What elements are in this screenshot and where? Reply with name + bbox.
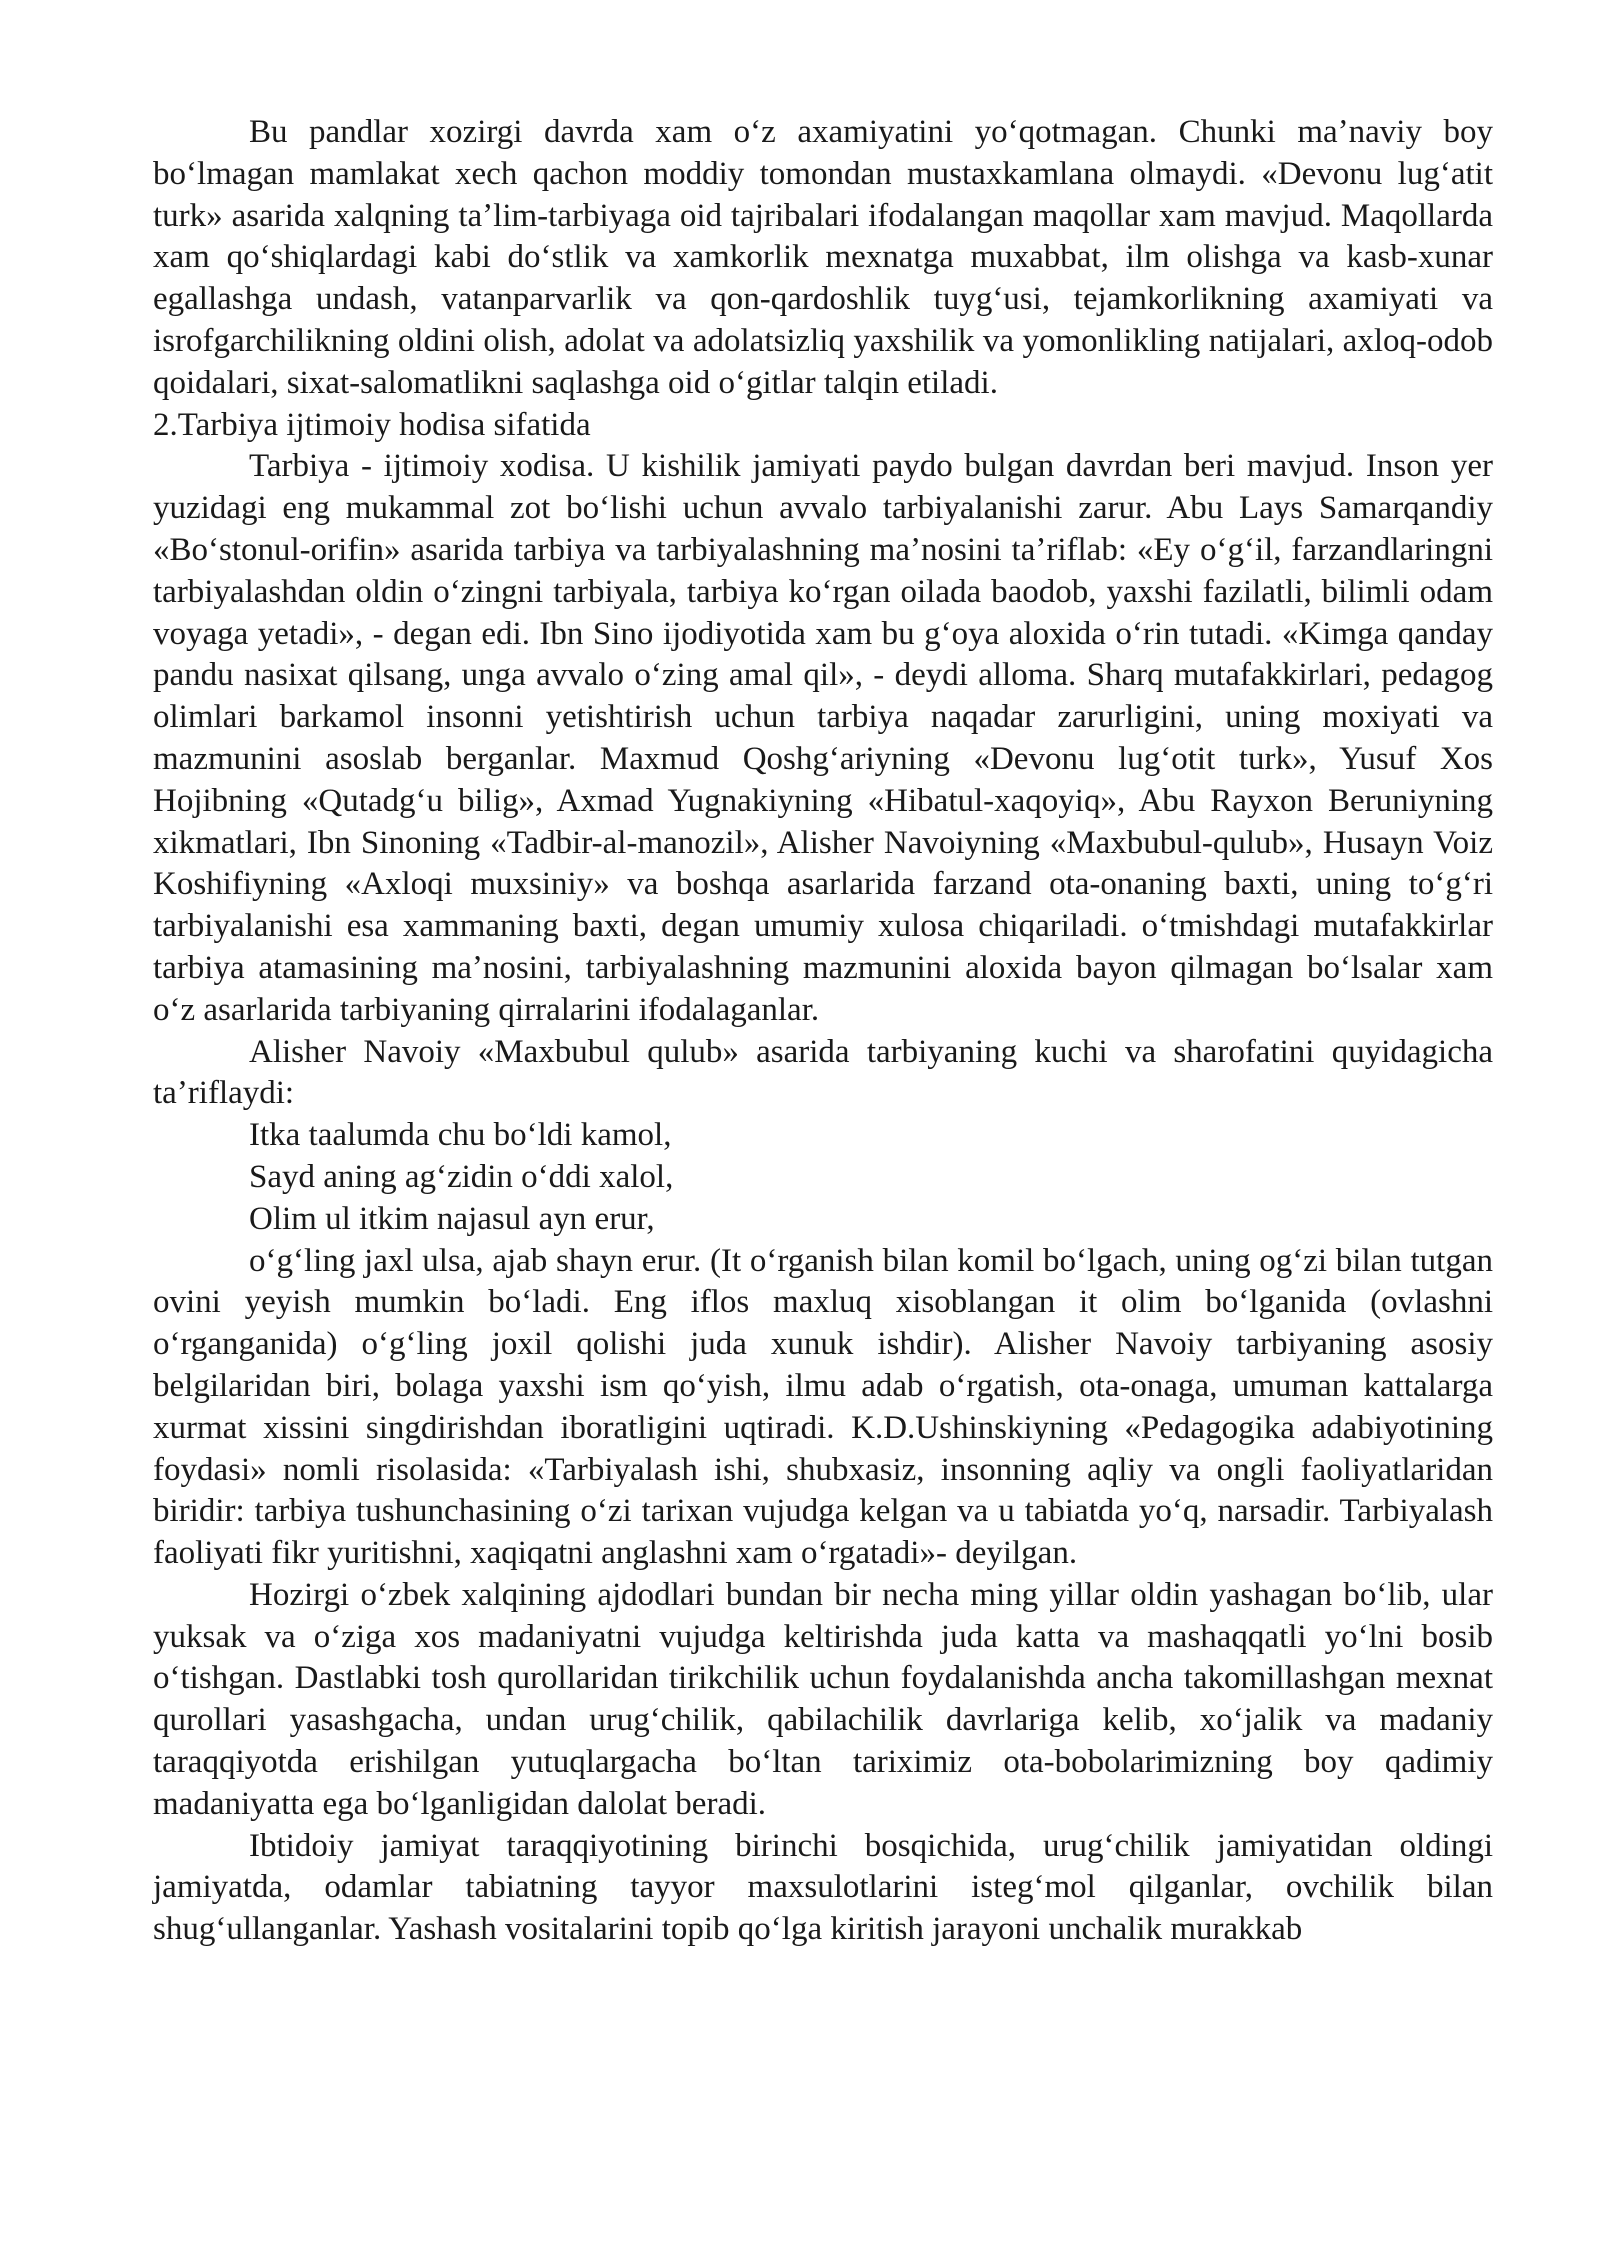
paragraph-pandlar: Bu pandlar xozirgi davrda xam oʻz axamiyatini yoʻqotmagan. Chunki maʼnaviy boy boʻlmagan mamlakat xech qachon moddiy tomondan mustaxkamlana olmaydi. «Devonu lugʻatit turk» asarida xalqning taʼlim-tarbiyaga oid tajribalari ifodalangan maqollar xam mavjud. Maqollarda xam qoʻshiqlardagi kabi doʻstlik va xamkorlik mexnatga muxabbat, ilm olishga va kasb-xunar egallashga undash, vatanparvarlik va qon-qardoshlik tuygʻusi, tejamkorlikning axamiyati va isrofgarchilikning oldini olish, adolat va adolatsizliq yaxshilik va yomonlikling natijalari, axloq-odob qoidalari, sixat-salomatlikni saqlashga oid oʻgitlar talqin etiladi. <box>153 114 1493 401</box>
paragraph-ajdodlar: Hozirgi oʻzbek xalqining ajdodlari bundan bir necha ming yillar oldin yashagan boʻlib, ular yuksak va oʻziga xos madaniyatni vujudga keltirishda juda katta va mashaqqatli yoʻlni bosib oʻtishgan. Dastlabki tosh qurollaridan tirikchilik uchun foydalanishda ancha takomillashgan mexnat qurollari yasashgacha, undan urugʻchilik, qabilachilik davrlariga kelib, xoʻjalik va madaniy taraqqiyotda erishilgan yutuqlargacha boʻltan tariximiz ota-bobolarimizning boy qadimiy madaniyatta ega boʻlganligidan dalolat beradi. <box>153 1576 1493 1822</box>
verse-line-2: Sayd aning agʻzidin oʻddi xalol, <box>249 1158 674 1195</box>
verse-line-3: Olim ul itkim najasul ayn erur, <box>249 1200 655 1237</box>
section-heading: 2.Tarbiya ijtimoiy hodisa sifatida <box>153 406 591 443</box>
document-page <box>153 112 1493 1951</box>
verse-line-1: Itka taalumda chu boʻldi kamol, <box>249 1117 672 1154</box>
paragraph-tarbiya-ijtimoiy: Tarbiya - ijtimoiy xodisa. U kishilik jamiyati paydo bulgan davrdan beri mavjud. Inson yer yuzidagi eng mukammal zot boʻlishi uchun avvalo tarbiyalanishi zarur. Abu Lays Samarqandiy «Boʻstonul-orifin» asarida tarbiya va tarbiyalashning maʼnosini taʼriflab: «Ey oʻgʻil, farzandlaringni tarbiyalashdan oldin oʻzingni tarbiyala, tarbiya koʻrgan oilada baodob, yaxshi fazilatli, bilimli odam voyaga yetadi», - degan edi. Ibn Sino ijodiyotida xam bu gʻoya aloxida oʻrin tutadi. «Kimga qanday pandu nasixat qilsang, unga avvalo oʻzing amal qil», - deydi alloma. Sharq mutafakkirlari, pedagog olimlari barkamol insonni yetishtirish uchun tarbiya naqadar zarurligini, uning moxiyati va mazmunini asoslab berganlar. Maxmud Qoshgʻariyning «Devonu lugʻotit turk», Yusuf Xos Hojibning «Qutadgʻu bilig», Axmad Yugnakiyning «Hibatul-xaqoyiq», Abu Rayxon Beruniyning xikmatlari, Ibn Sinoning «Tadbir-al-manozil», Alisher Navoiyning «Maxbubul-qulub», Husayn Voiz Koshifiyning «Axloqi muxsiniy» va boshqa asarlarida farzand ota-onaning baxti, uning toʻgʻri tarbiyalanishi esa xammaning baxti, degan umumiy xulosa chiqariladi. oʻtmishdagi mutafakkirlar tarbiya atamasining maʼnosini, tarbiyalashning mazmunini aloxida bayon qilmagan boʻlsalar xam oʻz asarlarida tarbiyaning qirralarini ifodalaganlar. <box>153 448 1493 1028</box>
paragraph-navoiy-intro: Alisher Navoiy «Maxbubul qulub» asarida tarbiyaning kuchi va sharofatini quyidagicha taʼriflaydi: <box>153 1033 1493 1112</box>
paragraph-ibtidoiy: Ibtidoiy jamiyat taraqqiyotining birinchi bosqichida, urugʻchilik jamiyatidan oldingi jamiyatda, odamlar tabiatning tayyor maxsulotlarini istegʻmol qilganlar, ovchilik bilan shugʻullanganlar. Yashash vositalarini topib qoʻlga kiritish jarayoni unchalik murakkab <box>153 1827 1493 1948</box>
paragraph-ushinskiy: oʻgʻling jaxl ulsa, ajab shayn erur. (It oʻrganish bilan komil boʻlgach, uning ogʻzi bilan tutgan ovini yeyish mumkin boʻladi. Eng iflos maxluq xisoblangan it olim boʻlganida (ovlashni oʻrganganida) oʻgʻling joxil qolishi juda xunuk ishdir). Alisher Navoiy tarbiyaning asosiy belgilaridan biri, bolaga yaxshi ism qoʻyish, ilmu adab oʻrgatish, ota-onaga, umuman kattalarga xurmat xissini singdirishdan iboratligini uqtiradi. K.D.Ushinskiyning «Pedagogika adabiyotining foydasi» nomli risolasida: «Tarbiyalash ishi, shubxasiz, insonning aqliy va ongli faoliyatlaridan biridir: tarbiya tushunchasining oʻzi tarixan vujudga kelgan va u tabiatda yoʻq, narsadir. Tarbiyalash faoliyati fikr yuritishni, xaqiqatni anglashni xam oʻrgatadi»- deyilgan. <box>153 1242 1493 1572</box>
